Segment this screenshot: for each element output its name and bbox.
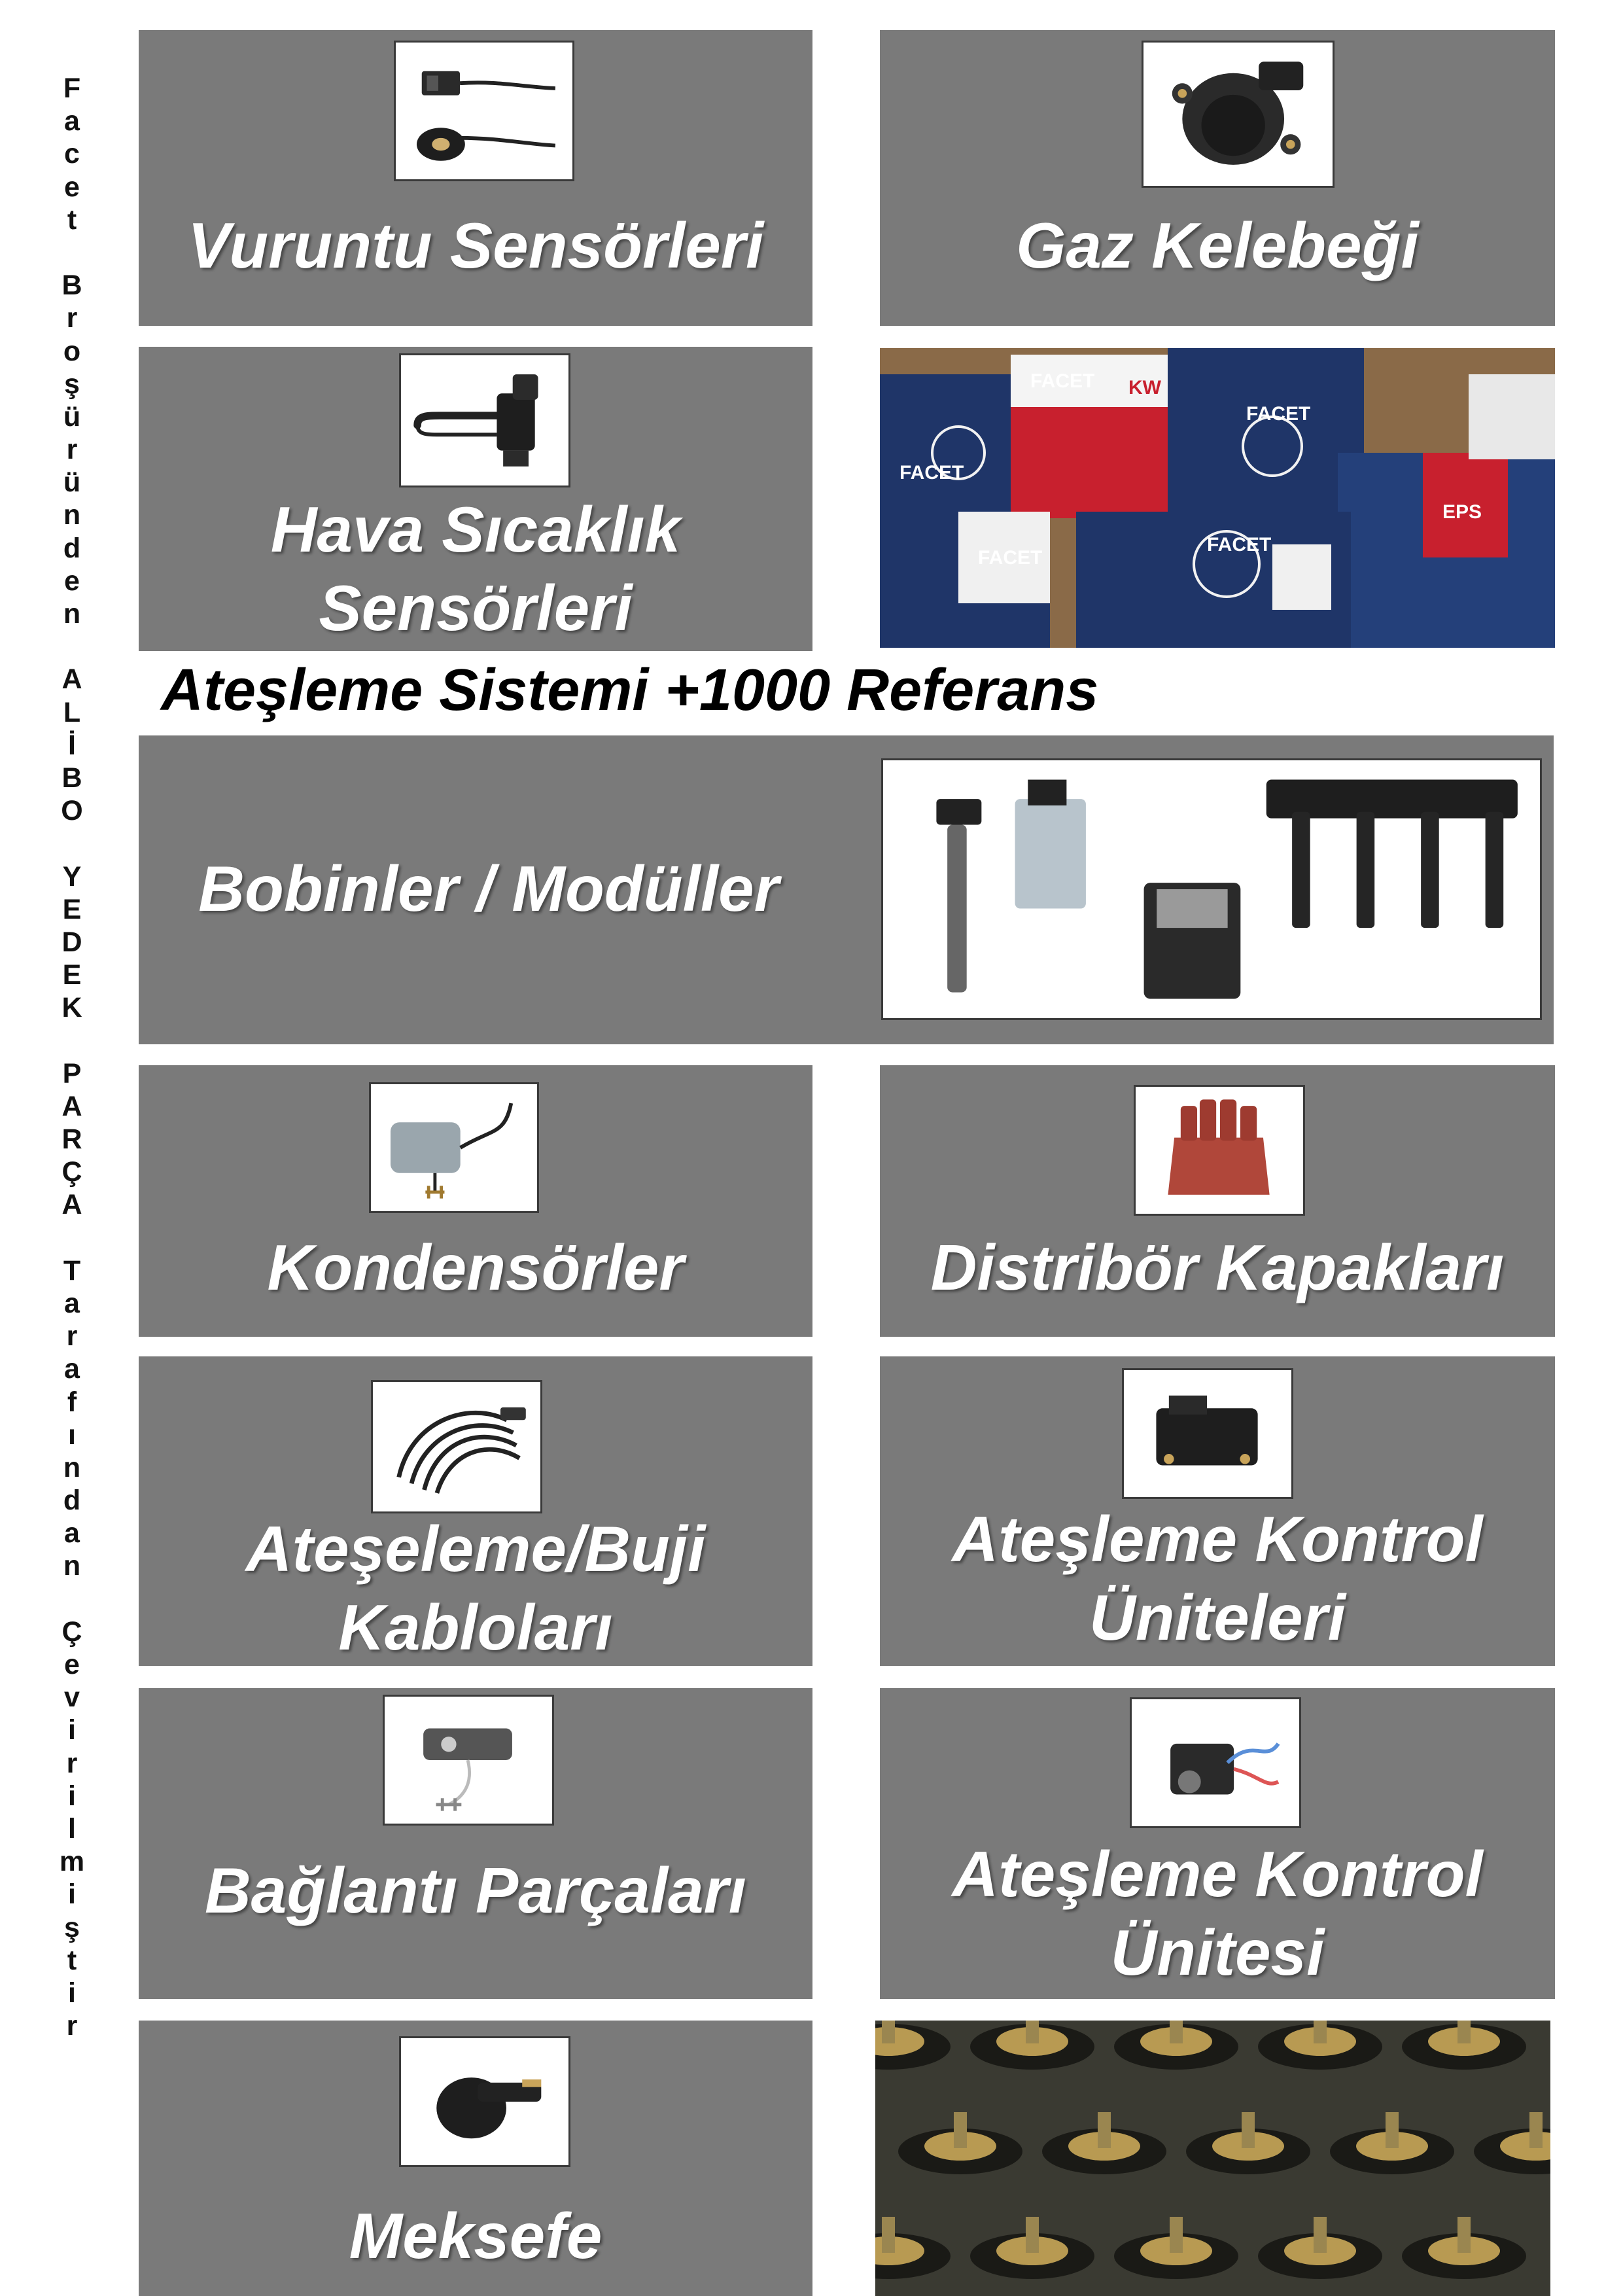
tile-title-line2: Üniteleri xyxy=(1089,1581,1346,1653)
box-brand-label: KW xyxy=(1128,377,1161,398)
tile-ignition-cables[interactable] xyxy=(139,1356,812,1666)
tile-title: Meksefe xyxy=(349,2200,602,2272)
ignition-coils-icon xyxy=(881,758,1542,1020)
tile-distributor-caps[interactable] xyxy=(880,1065,1555,1337)
ignition-cable-icon xyxy=(371,1380,542,1513)
tile-control-unit[interactable] xyxy=(880,1688,1555,1999)
tile-title-line2: Kabloları xyxy=(338,1591,613,1663)
tile-connection-parts[interactable] xyxy=(139,1688,812,1999)
box-brand-label: FACET xyxy=(1207,534,1272,556)
box-brand-label: FACET xyxy=(1246,403,1311,425)
box-brand-label: EPS xyxy=(1442,501,1482,523)
control-unit-icon xyxy=(1122,1368,1293,1499)
box-brand-label: FACET xyxy=(899,462,964,484)
tile-title: Gaz Kelebeği xyxy=(1016,209,1419,281)
tile-condensers[interactable] xyxy=(139,1065,812,1337)
tile-title-line1: Hava Sıcaklık xyxy=(270,493,681,565)
side-credit-text: F a c e t B r o ş ü r ü n d e n A L İ B O Y E D E K P A R Ç A T a r a f ı n d a n Ç e v i r i l m i ş t i r xyxy=(59,73,85,2042)
rotor-arm-icon xyxy=(399,2036,570,2167)
throttle-sensor-icon xyxy=(1142,41,1335,188)
tile-throttle[interactable] xyxy=(880,30,1555,326)
tile-title-line1: Ateşleme Kontrol xyxy=(952,1838,1483,1910)
tile-title-line2: Sensörleri xyxy=(319,572,633,644)
control-module-icon xyxy=(1130,1697,1301,1828)
tile-title-line2: Ünitesi xyxy=(1110,1916,1325,1988)
contact-breaker-icon xyxy=(383,1695,554,1826)
tile-knock-sensors[interactable] xyxy=(139,30,812,326)
condenser-icon xyxy=(369,1082,539,1213)
tile-title: Kondensörler xyxy=(267,1231,684,1303)
tile-title-line1: Ateşeleme/Buji xyxy=(245,1513,706,1585)
knock-sensor-icon xyxy=(394,41,574,181)
tile-ignition-coils[interactable] xyxy=(139,735,1554,1044)
distributor-cap-icon xyxy=(1134,1085,1305,1216)
tile-air-temp-sensors[interactable] xyxy=(139,347,812,651)
tile-title: Bağlantı Parçaları xyxy=(205,1854,746,1926)
tile-title: Vuruntu Sensörleri xyxy=(187,209,764,281)
section-heading: Ateşleme Sistemi +1000 Referans xyxy=(161,658,1099,723)
tile-title: Distribör Kapakları xyxy=(930,1231,1505,1303)
tile-title-line1: Ateşleme Kontrol xyxy=(952,1503,1483,1575)
box-brand-label: FACET xyxy=(978,547,1043,569)
thermostat-photo xyxy=(875,2021,1550,2296)
tile-control-units[interactable] xyxy=(880,1356,1555,1666)
air-temperature-sensor-icon xyxy=(399,353,570,487)
facet-boxes-photo xyxy=(880,348,1555,648)
tile-title: Bobinler / Modüller xyxy=(198,853,779,925)
box-brand-label: FACET xyxy=(1030,370,1095,392)
tile-rotor[interactable] xyxy=(139,2021,812,2296)
